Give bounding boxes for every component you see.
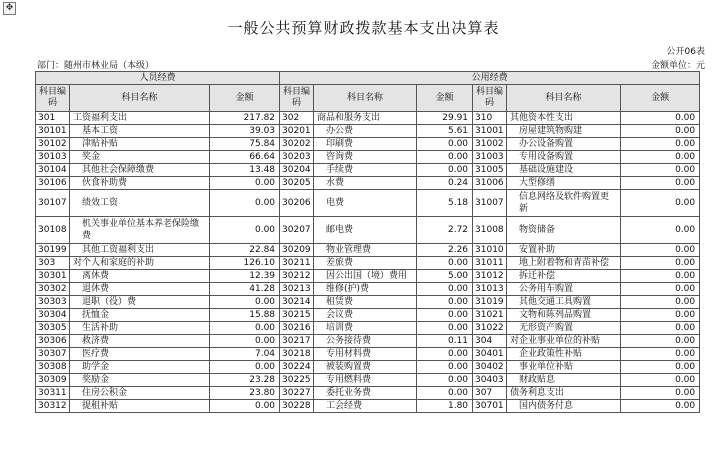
cell-code: 30218 xyxy=(280,348,314,361)
table-row xyxy=(36,309,700,322)
cell-amount: 0.00 xyxy=(621,348,700,361)
cell-code: 30401 xyxy=(473,348,507,361)
cell-name: 文物和陈列品购置 xyxy=(507,309,621,322)
cell-amount: 0.00 xyxy=(621,283,700,296)
cell-name: 工会经费 xyxy=(314,400,417,413)
cell-code: 30304 xyxy=(36,309,70,322)
table-row xyxy=(36,112,700,125)
cell-name: 无形资产购置 xyxy=(507,322,621,335)
cell-code: 31022 xyxy=(473,322,507,335)
cell-code: 302 xyxy=(280,112,314,125)
cell-code: 30228 xyxy=(280,400,314,413)
cell-amount: 0.00 xyxy=(417,138,473,151)
cell-code: 30311 xyxy=(36,387,70,400)
table-row xyxy=(36,361,700,374)
cell-code: 31001 xyxy=(473,125,507,138)
cell-amount: 0.00 xyxy=(621,217,700,244)
cell-amount: 0.00 xyxy=(621,374,700,387)
cell-amount: 0.00 xyxy=(417,296,473,309)
cell-amount: 39.03 xyxy=(210,125,280,138)
table-row xyxy=(36,270,700,283)
cell-code: 31013 xyxy=(473,283,507,296)
cell-name: 机关事业单位基本养老保险缴费 xyxy=(70,217,210,244)
cell-name: 医疗费 xyxy=(70,348,210,361)
table-move-handle-icon[interactable]: ✥ xyxy=(3,2,16,15)
page-title: 一般公共预算财政拨款基本支出决算表 xyxy=(227,19,500,37)
cell-amount: 0.00 xyxy=(417,322,473,335)
col-header-amount: 金额 xyxy=(417,85,473,112)
cell-name: 房屋建筑物购建 xyxy=(507,125,621,138)
cell-code: 30303 xyxy=(36,296,70,309)
cell-code: 30203 xyxy=(280,151,314,164)
section-header-row xyxy=(36,72,700,85)
cell-amount: 0.00 xyxy=(621,257,700,270)
cell-code: 30207 xyxy=(280,217,314,244)
cell-amount: 75.84 xyxy=(210,138,280,151)
cell-code: 30212 xyxy=(280,270,314,283)
cell-name: 因公出国（境）费用 xyxy=(314,270,417,283)
cell-code: 31008 xyxy=(473,217,507,244)
cell-name: 安置补助 xyxy=(507,244,621,257)
col-header-name: 科目名称 xyxy=(314,85,417,112)
cell-code: 30305 xyxy=(36,322,70,335)
cell-code: 30224 xyxy=(280,361,314,374)
cell-name: 其他资本性支出 xyxy=(507,112,621,125)
table-row xyxy=(36,374,700,387)
cell-name: 租赁费 xyxy=(314,296,417,309)
cell-amount: 0.00 xyxy=(417,348,473,361)
cell-amount: 0.00 xyxy=(417,374,473,387)
amount-unit-label: 金额单位：元 xyxy=(650,61,705,71)
cell-amount: 0.00 xyxy=(621,125,700,138)
cell-name: 企业政策性补贴 xyxy=(507,348,621,361)
cell-code: 30701 xyxy=(473,400,507,413)
cell-code: 31012 xyxy=(473,270,507,283)
section-personnel: 人员经费 xyxy=(36,72,280,85)
cell-amount: 22.84 xyxy=(210,244,280,257)
cell-name: 印刷费 xyxy=(314,138,417,151)
cell-code: 30227 xyxy=(280,387,314,400)
cell-code: 30312 xyxy=(36,400,70,413)
cell-code: 307 xyxy=(473,387,507,400)
cell-name: 对企业事业单位的补贴 xyxy=(507,335,621,348)
cell-code: 30301 xyxy=(36,270,70,283)
cell-amount: 0.00 xyxy=(417,309,473,322)
table-row xyxy=(36,283,700,296)
cell-name: 住房公积金 xyxy=(70,387,210,400)
cell-amount: 126.10 xyxy=(210,257,280,270)
cell-name: 差旅费 xyxy=(314,257,417,270)
cell-code: 30201 xyxy=(280,125,314,138)
cell-name: 助学金 xyxy=(70,361,210,374)
cell-code: 30199 xyxy=(36,244,70,257)
cell-name: 事业单位补贴 xyxy=(507,361,621,374)
cell-code: 30206 xyxy=(280,190,314,217)
cell-amount: 0.00 xyxy=(417,361,473,374)
cell-name: 专用材料费 xyxy=(314,348,417,361)
cell-amount: 12.39 xyxy=(210,270,280,283)
col-header-code: 科目编码 xyxy=(280,85,314,112)
cell-code: 301 xyxy=(36,112,70,125)
cell-name: 专用设备购置 xyxy=(507,151,621,164)
cell-amount: 0.00 xyxy=(210,400,280,413)
cell-amount: 29.91 xyxy=(417,112,473,125)
cell-name: 其他交通工具购置 xyxy=(507,296,621,309)
cell-name: 委托业务费 xyxy=(314,387,417,400)
cell-amount: 0.00 xyxy=(621,335,700,348)
cell-name: 国内债务付息 xyxy=(507,400,621,413)
cell-name: 手续费 xyxy=(314,164,417,177)
col-header-code: 科目编码 xyxy=(36,85,70,112)
cell-name: 退休费 xyxy=(70,283,210,296)
cell-name: 公务用车购置 xyxy=(507,283,621,296)
cell-code: 31019 xyxy=(473,296,507,309)
cell-amount: 0.00 xyxy=(621,190,700,217)
cell-amount: 0.00 xyxy=(621,322,700,335)
cell-amount: 2.72 xyxy=(417,217,473,244)
cell-amount: 0.00 xyxy=(621,138,700,151)
cell-name: 咨询费 xyxy=(314,151,417,164)
cell-amount: 217.82 xyxy=(210,112,280,125)
cell-amount: 15.88 xyxy=(210,309,280,322)
cell-name: 其他工资福利支出 xyxy=(70,244,210,257)
cell-amount: 0.00 xyxy=(210,217,280,244)
cell-code: 31021 xyxy=(473,309,507,322)
table-row xyxy=(36,322,700,335)
cell-name: 维修(护)费 xyxy=(314,283,417,296)
cell-name: 奖金 xyxy=(70,151,210,164)
cell-code: 30101 xyxy=(36,125,70,138)
cell-name: 培训费 xyxy=(314,322,417,335)
cell-code: 30308 xyxy=(36,361,70,374)
cell-amount: 0.24 xyxy=(417,177,473,190)
cell-name: 救济费 xyxy=(70,335,210,348)
cell-name: 津贴补贴 xyxy=(70,138,210,151)
cell-amount: 23.80 xyxy=(210,387,280,400)
cell-name: 地上附着物和青苗补偿 xyxy=(507,257,621,270)
cell-amount: 0.00 xyxy=(621,112,700,125)
cell-amount: 0.00 xyxy=(210,190,280,217)
cell-code: 31002 xyxy=(473,138,507,151)
cell-amount: 0.00 xyxy=(417,283,473,296)
cell-code: 30307 xyxy=(36,348,70,361)
cell-code: 30108 xyxy=(36,217,70,244)
cell-amount: 5.61 xyxy=(417,125,473,138)
table-row xyxy=(36,217,700,244)
cell-name: 大型修缮 xyxy=(507,177,621,190)
cell-name: 专用燃料费 xyxy=(314,374,417,387)
cell-code: 303 xyxy=(36,257,70,270)
cell-code: 310 xyxy=(473,112,507,125)
cell-amount: 41.28 xyxy=(210,283,280,296)
col-header-amount: 金额 xyxy=(621,85,700,112)
cell-amount: 13.48 xyxy=(210,164,280,177)
cell-amount: 0.00 xyxy=(621,361,700,374)
table-row xyxy=(36,138,700,151)
cell-name: 其他社会保障缴费 xyxy=(70,164,210,177)
cell-code: 31011 xyxy=(473,257,507,270)
table-row xyxy=(36,335,700,348)
section-public: 公用经费 xyxy=(280,72,700,85)
cell-amount: 0.00 xyxy=(210,177,280,190)
cell-amount: 0.11 xyxy=(417,335,473,348)
cell-code: 30205 xyxy=(280,177,314,190)
cell-amount: 0.00 xyxy=(621,309,700,322)
cell-code: 30209 xyxy=(280,244,314,257)
cell-code: 31010 xyxy=(473,244,507,257)
cell-code: 30213 xyxy=(280,283,314,296)
cell-amount: 0.00 xyxy=(621,151,700,164)
cell-amount: 0.00 xyxy=(210,322,280,335)
cell-name: 绩效工资 xyxy=(70,190,210,217)
cell-code: 30217 xyxy=(280,335,314,348)
table-row xyxy=(36,387,700,400)
cell-amount: 2.26 xyxy=(417,244,473,257)
cell-code: 30306 xyxy=(36,335,70,348)
cell-name: 邮电费 xyxy=(314,217,417,244)
cell-name: 拆迁补偿 xyxy=(507,270,621,283)
cell-amount: 7.04 xyxy=(210,348,280,361)
cell-name: 提租补贴 xyxy=(70,400,210,413)
cell-amount: 0.00 xyxy=(417,164,473,177)
cell-amount: 0.00 xyxy=(621,400,700,413)
cell-amount: 5.18 xyxy=(417,190,473,217)
col-header-name: 科目名称 xyxy=(70,85,210,112)
table-row xyxy=(36,296,700,309)
cell-name: 物资储备 xyxy=(507,217,621,244)
table-row xyxy=(36,400,700,413)
cell-amount: 5.00 xyxy=(417,270,473,283)
cell-code: 30107 xyxy=(36,190,70,217)
column-header-row xyxy=(36,85,700,112)
table-row xyxy=(36,348,700,361)
table-row xyxy=(36,164,700,177)
cell-amount: 23.28 xyxy=(210,374,280,387)
table-row xyxy=(36,125,700,138)
cell-name: 基础设施建设 xyxy=(507,164,621,177)
department-label: 部门：随州市林业局（本级） xyxy=(37,61,155,71)
cell-amount: 0.00 xyxy=(210,361,280,374)
page-number-label: 公开06表 xyxy=(666,47,705,57)
cell-amount: 0.00 xyxy=(621,244,700,257)
table-row xyxy=(36,151,700,164)
cell-name: 物业管理费 xyxy=(314,244,417,257)
cell-name: 商品和服务支出 xyxy=(314,112,417,125)
cell-name: 财政贴息 xyxy=(507,374,621,387)
col-header-name: 科目名称 xyxy=(507,85,621,112)
cell-amount: 1.80 xyxy=(417,400,473,413)
cell-name: 伙食补助费 xyxy=(70,177,210,190)
cell-name: 被装购置费 xyxy=(314,361,417,374)
col-header-amount: 金额 xyxy=(210,85,280,112)
cell-name: 公务接待费 xyxy=(314,335,417,348)
cell-code: 30216 xyxy=(280,322,314,335)
cell-name: 基本工资 xyxy=(70,125,210,138)
cell-name: 奖励金 xyxy=(70,374,210,387)
cell-name: 对个人和家庭的补助 xyxy=(70,257,210,270)
cell-code: 30103 xyxy=(36,151,70,164)
cell-code: 31007 xyxy=(473,190,507,217)
cell-amount: 0.00 xyxy=(210,296,280,309)
cell-code: 30211 xyxy=(280,257,314,270)
cell-name: 办公设备购置 xyxy=(507,138,621,151)
cell-code: 30402 xyxy=(473,361,507,374)
table-row xyxy=(36,177,700,190)
cell-code: 30102 xyxy=(36,138,70,151)
cell-code: 31003 xyxy=(473,151,507,164)
table-row xyxy=(36,257,700,270)
cell-code: 30202 xyxy=(280,138,314,151)
table-row xyxy=(36,244,700,257)
cell-code: 30106 xyxy=(36,177,70,190)
cell-name: 生活补助 xyxy=(70,322,210,335)
cell-code: 304 xyxy=(473,335,507,348)
cell-name: 抚恤金 xyxy=(70,309,210,322)
cell-code: 31005 xyxy=(473,164,507,177)
cell-name: 电费 xyxy=(314,190,417,217)
cell-name: 水费 xyxy=(314,177,417,190)
cell-amount: 0.00 xyxy=(621,177,700,190)
cell-name: 会议费 xyxy=(314,309,417,322)
cell-amount: 0.00 xyxy=(621,270,700,283)
col-header-code: 科目编码 xyxy=(473,85,507,112)
cell-code: 31006 xyxy=(473,177,507,190)
cell-amount: 0.00 xyxy=(621,387,700,400)
cell-code: 30204 xyxy=(280,164,314,177)
cell-code: 30309 xyxy=(36,374,70,387)
table-row xyxy=(36,190,700,217)
cell-code: 30214 xyxy=(280,296,314,309)
cell-amount: 0.00 xyxy=(417,257,473,270)
cell-amount: 0.00 xyxy=(621,296,700,309)
cell-code: 30302 xyxy=(36,283,70,296)
cell-name: 离休费 xyxy=(70,270,210,283)
cell-name: 债务利息支出 xyxy=(507,387,621,400)
expenditure-table xyxy=(35,71,700,413)
cell-name: 工资福利支出 xyxy=(70,112,210,125)
cell-amount: 0.00 xyxy=(417,151,473,164)
cell-name: 退职（役）费 xyxy=(70,296,210,309)
cell-code: 30104 xyxy=(36,164,70,177)
cell-amount: 0.00 xyxy=(621,164,700,177)
cell-amount: 0.00 xyxy=(417,387,473,400)
cell-amount: 66.64 xyxy=(210,151,280,164)
cell-code: 30225 xyxy=(280,374,314,387)
cell-code: 30215 xyxy=(280,309,314,322)
cell-amount: 0.00 xyxy=(210,335,280,348)
cell-name: 信息网络及软件购置更新 xyxy=(507,190,621,217)
cell-name: 办公费 xyxy=(314,125,417,138)
cell-code: 30403 xyxy=(473,374,507,387)
